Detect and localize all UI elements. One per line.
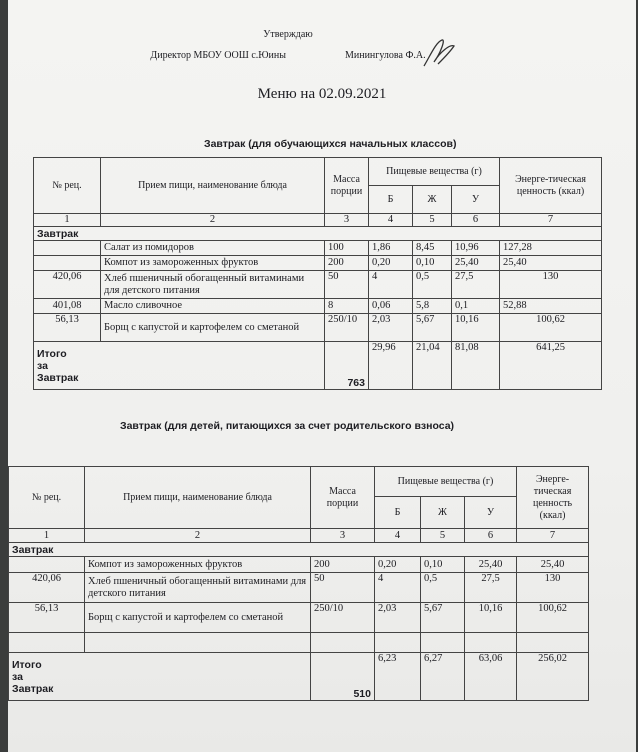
mass-cell: 250/10	[311, 603, 375, 633]
meal-row	[9, 543, 589, 557]
col-mass: Масса порции	[311, 467, 375, 529]
total-mass: 510	[311, 653, 375, 701]
col-name: Прием пищи, наименование блюда	[101, 158, 325, 214]
dish-cell: Компот из замороженных фруктов	[101, 256, 325, 271]
total-carb: 81,08	[452, 342, 500, 390]
table-row	[9, 573, 589, 603]
fat-cell: 8,45	[413, 241, 452, 256]
total-fat: 6,27	[421, 653, 465, 701]
page-title: Меню на 02.09.2021	[257, 86, 387, 102]
kcal-cell: 25,40	[517, 557, 589, 573]
protein-cell: 1,86	[369, 241, 413, 256]
total-label	[34, 342, 325, 390]
approve-director-title: Директор МБОУ ООШ с.Юины	[150, 50, 286, 61]
total-label-line: за	[12, 670, 23, 683]
meal-label: Завтрак	[9, 543, 589, 557]
spacer-row	[9, 633, 589, 653]
total-protein: 29,96	[369, 342, 413, 390]
total-kcal: 641,25	[500, 342, 602, 390]
column-number: 2	[101, 214, 325, 227]
col-nutrients: Пищевые вещества (г)	[369, 158, 500, 186]
menu-table-2	[8, 466, 589, 701]
column-number: 1	[34, 214, 101, 227]
section-title-1: Завтрак (для обучающихся начальных классов)	[204, 138, 457, 150]
fat-cell: 0,5	[413, 271, 452, 299]
section-title-2: Завтрак (для детей, питающихся за счет родительского взноса)	[120, 420, 455, 432]
col-name: Прием пищи, наименование блюда	[85, 467, 311, 529]
dish-cell: Масло сливочное	[101, 299, 325, 314]
column-number: 3	[311, 529, 375, 543]
column-number: 7	[517, 529, 589, 543]
column-number: 4	[369, 214, 413, 227]
table-row	[9, 603, 589, 633]
total-label-line: Завтрак	[37, 371, 79, 384]
column-number: 2	[85, 529, 311, 543]
col-fat: Ж	[421, 497, 465, 529]
mass-cell: 200	[325, 256, 369, 271]
col-nutrients: Пищевые вещества (г)	[375, 467, 517, 497]
rec-cell: 56,13	[34, 314, 101, 342]
table-row	[34, 256, 602, 271]
col-carb: У	[452, 186, 500, 214]
column-number: 7	[500, 214, 602, 227]
rec-cell: 401,08	[34, 299, 101, 314]
dish-cell: Салат из помидоров	[101, 241, 325, 256]
rec-cell: 56,13	[9, 603, 85, 633]
column-number: 5	[421, 529, 465, 543]
dish-cell: Борщ с капустой и картофелем со сметаной	[85, 603, 311, 633]
protein-cell: 2,03	[375, 603, 421, 633]
mass-cell: 8	[325, 299, 369, 314]
col-rec: № рец.	[9, 467, 85, 529]
total-carb: 63,06	[465, 653, 517, 701]
table-header-row	[9, 467, 589, 497]
carb-cell: 10,16	[465, 603, 517, 633]
protein-cell: 0,20	[375, 557, 421, 573]
kcal-cell: 130	[500, 271, 602, 299]
col-mass: Масса порции	[325, 158, 369, 214]
carb-cell: 10,16	[452, 314, 500, 342]
table-row	[34, 299, 602, 314]
col-energy: Энергe-тическая ценность (ккал)	[500, 158, 602, 214]
fat-cell: 5,8	[413, 299, 452, 314]
fat-cell: 0,5	[421, 573, 465, 603]
column-number: 6	[452, 214, 500, 227]
rec-cell	[9, 557, 85, 573]
carb-cell: 27,5	[465, 573, 517, 603]
table-row	[34, 314, 602, 342]
fat-cell: 0,10	[421, 557, 465, 573]
carb-cell: 10,96	[452, 241, 500, 256]
document-page	[8, 0, 636, 752]
dish-cell: Хлеб пшеничный обогащенный витаминами для детского питания	[85, 573, 311, 603]
mass-cell: 100	[325, 241, 369, 256]
column-number: 1	[9, 529, 85, 543]
fat-cell: 5,67	[413, 314, 452, 342]
col-fat: Ж	[413, 186, 452, 214]
total-row	[9, 653, 589, 701]
rec-cell	[34, 256, 101, 271]
dish-cell: Борщ с капустой и картофелем со сметаной	[101, 314, 325, 342]
column-numbers-row	[34, 214, 602, 227]
column-number: 5	[413, 214, 452, 227]
dish-cell: Компот из замороженных фруктов	[85, 557, 311, 573]
protein-cell: 4	[369, 271, 413, 299]
carb-cell: 0,1	[452, 299, 500, 314]
rec-cell: 420,06	[9, 573, 85, 603]
kcal-cell: 25,40	[500, 256, 602, 271]
kcal-cell: 130	[517, 573, 589, 603]
total-mass: 763	[325, 342, 369, 390]
meal-label: Завтрак	[34, 227, 602, 241]
table-row	[34, 241, 602, 256]
col-protein: Б	[369, 186, 413, 214]
kcal-cell: 52,88	[500, 299, 602, 314]
director-name: Минингулова Ф.А.	[344, 50, 426, 61]
total-kcal: 256,02	[517, 653, 589, 701]
approve-line	[8, 50, 568, 61]
total-label-line: за	[37, 359, 48, 372]
protein-cell: 0,20	[369, 256, 413, 271]
table-header-row	[34, 158, 602, 186]
rec-cell	[34, 241, 101, 256]
mass-cell: 250/10	[325, 314, 369, 342]
col-energy: Энерге-тическая ценность (ккал)	[517, 467, 589, 529]
meal-row	[34, 227, 602, 241]
mass-cell: 200	[311, 557, 375, 573]
total-label-line: Итого	[12, 658, 42, 671]
mass-cell: 50	[311, 573, 375, 603]
total-fat: 21,04	[413, 342, 452, 390]
protein-cell: 4	[375, 573, 421, 603]
dish-cell: Хлеб пшеничный обогащенный витаминами для детского питания	[101, 271, 325, 299]
col-carb: У	[465, 497, 517, 529]
col-protein: Б	[375, 497, 421, 529]
kcal-cell: 100,62	[500, 314, 602, 342]
kcal-cell: 127,28	[500, 241, 602, 256]
approval-block	[8, 29, 568, 61]
column-number: 4	[375, 529, 421, 543]
carb-cell: 25,40	[452, 256, 500, 271]
total-row	[34, 342, 602, 390]
fat-cell: 0,10	[413, 256, 452, 271]
column-number: 3	[325, 214, 369, 227]
signature-icon	[420, 36, 460, 70]
fat-cell: 5,67	[421, 603, 465, 633]
carb-cell: 25,40	[465, 557, 517, 573]
column-number: 6	[465, 529, 517, 543]
total-label-line: Итого	[37, 347, 67, 360]
kcal-cell: 100,62	[517, 603, 589, 633]
approve-word: Утверждаю	[263, 29, 313, 40]
total-label-line: Завтрак	[12, 682, 54, 695]
mass-cell: 50	[325, 271, 369, 299]
protein-cell: 0,06	[369, 299, 413, 314]
table-row	[34, 271, 602, 299]
table-row	[9, 557, 589, 573]
protein-cell: 2,03	[369, 314, 413, 342]
menu-table-1	[33, 157, 602, 390]
total-label	[9, 653, 311, 701]
total-protein: 6,23	[375, 653, 421, 701]
rec-cell: 420,06	[34, 271, 101, 299]
column-numbers-row	[9, 529, 589, 543]
col-rec: № рец.	[34, 158, 101, 214]
carb-cell: 27,5	[452, 271, 500, 299]
